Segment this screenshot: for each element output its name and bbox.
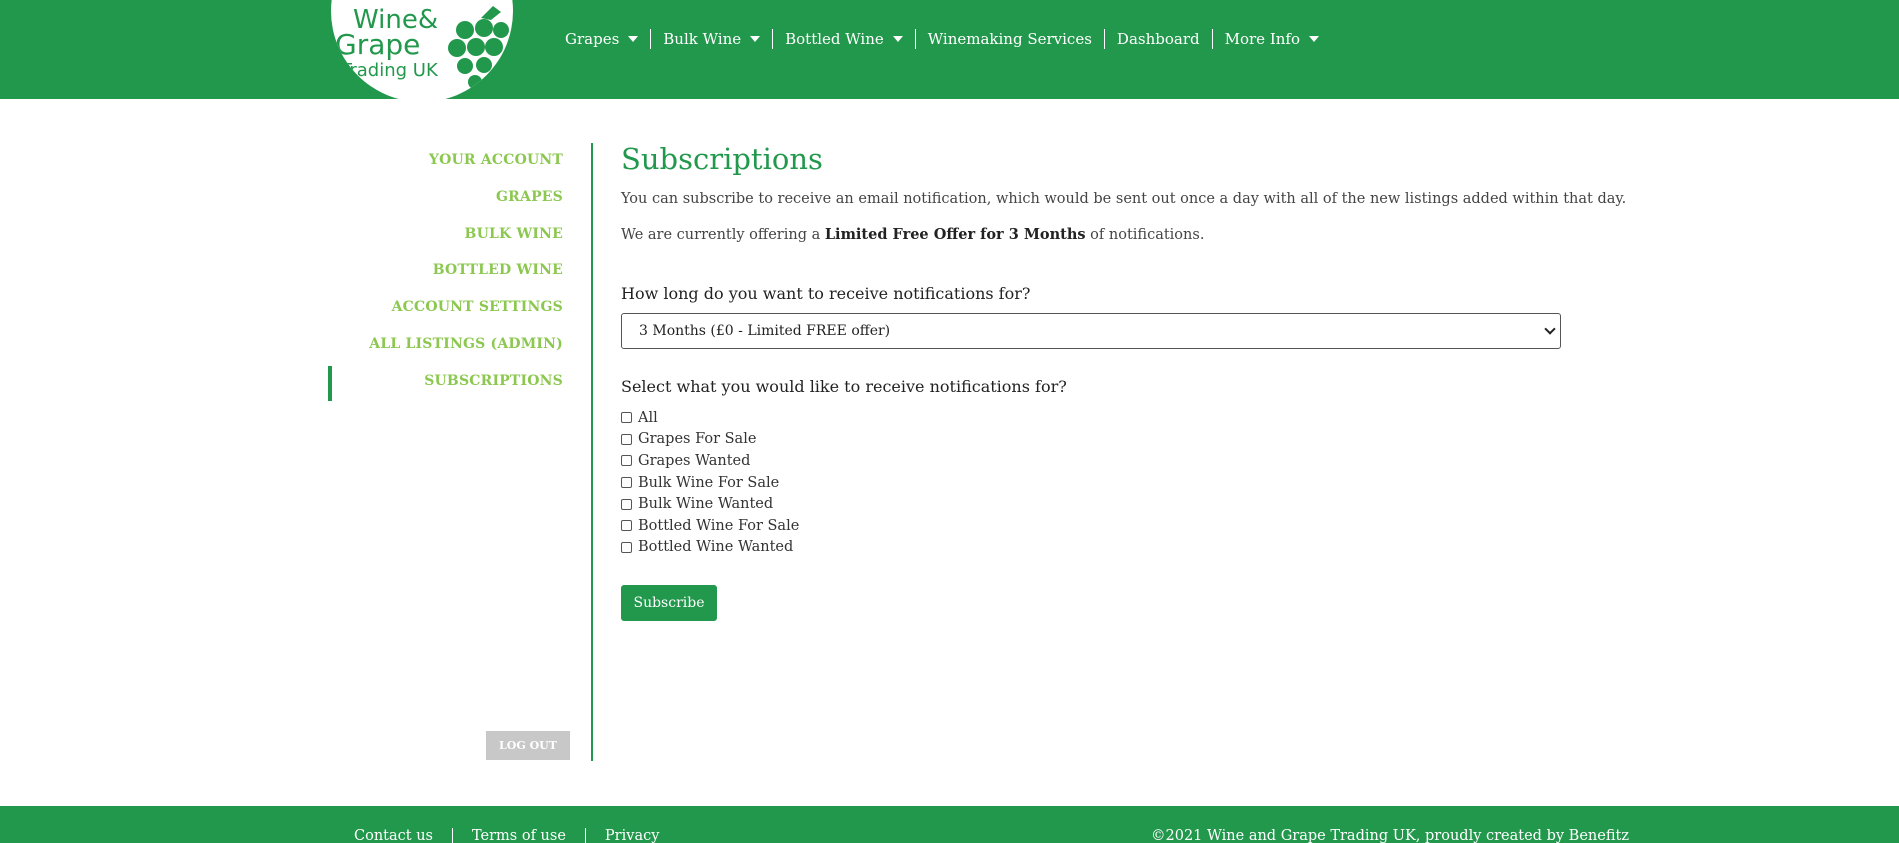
logo-text-line1: Wine& bbox=[353, 5, 439, 35]
site-logo[interactable] bbox=[331, 0, 513, 102]
checkbox-box[interactable] bbox=[621, 477, 632, 488]
nav-dashboard-label: Dashboard bbox=[1116, 30, 1200, 48]
footer-link-contact[interactable]: Contact us bbox=[354, 828, 433, 843]
nav-bulk-wine-label: Bulk Wine bbox=[663, 30, 742, 48]
sidebar-item-grapes[interactable]: GRAPES bbox=[496, 189, 563, 205]
duration-label: How long do you want to receive notifications for? bbox=[621, 284, 1031, 303]
checkbox-box[interactable] bbox=[621, 542, 632, 553]
checkbox-bottled-wine-for-sale[interactable] bbox=[621, 515, 799, 537]
subscribe-button[interactable]: Subscribe bbox=[621, 585, 717, 621]
checkbox-grapes-for-sale[interactable] bbox=[621, 429, 799, 451]
nav-divider bbox=[1212, 29, 1213, 49]
footer-links bbox=[354, 828, 678, 843]
nav-divider bbox=[772, 29, 773, 49]
page-title: Subscriptions bbox=[621, 142, 823, 176]
caret-down-icon bbox=[628, 36, 638, 42]
duration-selected-value: 3 Months (£0 - Limited FREE offer) bbox=[639, 323, 891, 339]
nav-divider bbox=[650, 29, 651, 49]
site-footer bbox=[0, 806, 1899, 843]
offer-suffix: of notifications. bbox=[1085, 227, 1205, 243]
caret-down-icon bbox=[893, 36, 903, 42]
checkbox-label: Bottled Wine Wanted bbox=[638, 539, 794, 556]
nav-divider bbox=[915, 29, 916, 49]
checkbox-box[interactable] bbox=[621, 520, 632, 531]
nav-more-info[interactable] bbox=[1215, 30, 1329, 48]
checkbox-label: Bulk Wine For Sale bbox=[638, 474, 780, 491]
chevron-down-icon bbox=[1544, 323, 1555, 334]
main-nav bbox=[555, 28, 1329, 50]
checkbox-bottled-wine-wanted[interactable] bbox=[621, 537, 799, 559]
sidebar-item-subscriptions[interactable]: SUBSCRIPTIONS bbox=[424, 373, 563, 389]
footer-link-privacy[interactable]: Privacy bbox=[604, 828, 660, 843]
checkbox-bulk-wine-for-sale[interactable] bbox=[621, 472, 799, 494]
sidebar-item-your-account[interactable]: YOUR ACCOUNT bbox=[428, 152, 563, 168]
notification-types-list bbox=[621, 407, 799, 558]
checkbox-bulk-wine-wanted[interactable] bbox=[621, 493, 799, 515]
checkbox-grapes-wanted[interactable] bbox=[621, 450, 799, 472]
nav-dashboard[interactable] bbox=[1107, 30, 1210, 48]
footer-link-terms[interactable]: Terms of use bbox=[471, 828, 566, 843]
duration-select[interactable] bbox=[621, 313, 1561, 349]
offer-prefix: We are currently offering a bbox=[621, 227, 825, 243]
notification-types-label: Select what you would like to receive notifications for? bbox=[621, 377, 1067, 396]
subscriptions-panel bbox=[621, 141, 1627, 611]
checkbox-label: Grapes For Sale bbox=[638, 431, 757, 448]
offer-highlight: Limited Free Offer for 3 Months bbox=[824, 226, 1086, 243]
nav-grapes[interactable] bbox=[555, 30, 648, 48]
logo-text-line2: Grape bbox=[335, 28, 421, 61]
sidebar-item-bottled-wine[interactable]: BOTTLED WINE bbox=[432, 262, 563, 278]
logout-button[interactable]: LOG OUT bbox=[486, 731, 570, 760]
grape-cluster-icon bbox=[448, 6, 509, 89]
nav-grapes-label: Grapes bbox=[565, 30, 620, 48]
active-indicator bbox=[328, 366, 332, 401]
nav-winemaking-services[interactable] bbox=[918, 30, 1102, 48]
checkbox-label: Grapes Wanted bbox=[638, 452, 751, 469]
checkbox-all[interactable] bbox=[621, 407, 799, 429]
checkbox-box[interactable] bbox=[621, 434, 632, 445]
account-sidebar bbox=[328, 143, 593, 761]
nav-bottled-wine[interactable] bbox=[775, 30, 913, 48]
sidebar-item-bulk-wine[interactable]: BULK WINE bbox=[464, 226, 563, 242]
checkbox-label: Bottled Wine For Sale bbox=[638, 517, 800, 534]
sidebar-item-account-settings[interactable]: ACCOUNT SETTINGS bbox=[391, 299, 563, 315]
nav-bottled-wine-label: Bottled Wine bbox=[785, 30, 884, 48]
site-header bbox=[0, 0, 1899, 99]
checkbox-label: Bulk Wine Wanted bbox=[638, 496, 774, 513]
nav-winemaking-services-label: Winemaking Services bbox=[927, 30, 1092, 48]
caret-down-icon bbox=[750, 36, 760, 42]
logo-text-line3: Trading UK bbox=[341, 60, 438, 81]
checkbox-label: All bbox=[638, 409, 658, 426]
sidebar-item-all-listings[interactable]: ALL LISTINGS (ADMIN) bbox=[369, 336, 563, 352]
nav-divider bbox=[1104, 29, 1105, 49]
caret-down-icon bbox=[1309, 36, 1319, 42]
checkbox-box[interactable] bbox=[621, 499, 632, 510]
checkbox-box[interactable] bbox=[621, 455, 632, 466]
intro-text: You can subscribe to receive an email notification, which would be sent out once a day with all of the new listings added within that day. bbox=[621, 191, 1627, 207]
nav-bulk-wine[interactable] bbox=[653, 30, 770, 48]
copyright-text: ©2021 Wine and Grape Trading UK, proudly created by Benefitz bbox=[1151, 828, 1629, 843]
checkbox-box[interactable] bbox=[621, 412, 632, 423]
nav-more-info-label: More Info bbox=[1224, 30, 1300, 48]
offer-text bbox=[621, 226, 1204, 243]
